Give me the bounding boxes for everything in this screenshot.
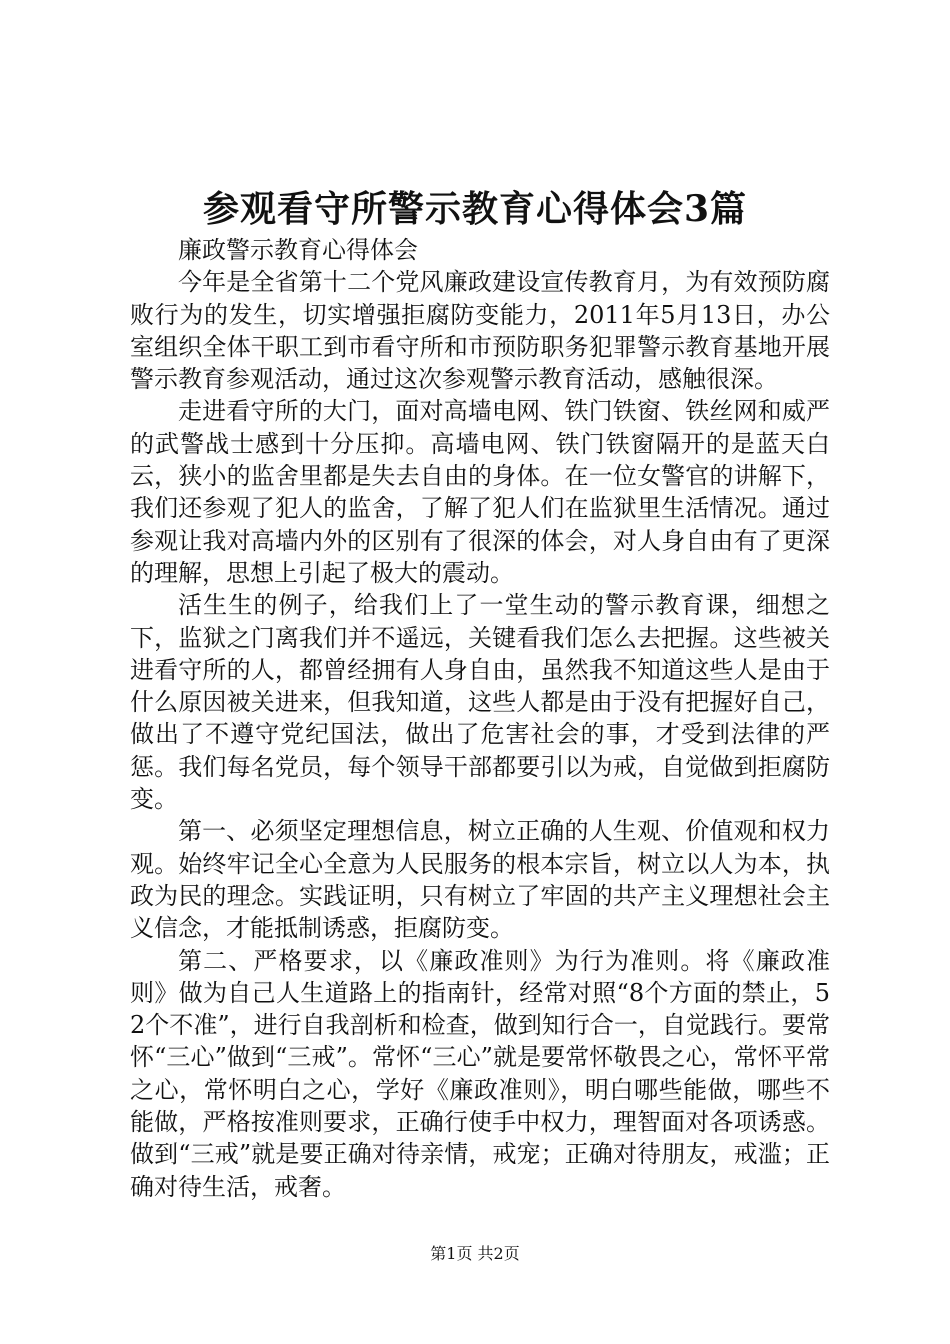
document-title: 参观看守所警示教育心得体会3篇 xyxy=(202,188,748,230)
page-number-footer: 第1页 共2页 xyxy=(430,1244,520,1263)
paragraph-lesson: 活生生的例子，给我们上了一堂生动的警示教育课，细想之下，监狱之门离我们并不遥远，关键看我们怎么去把握。这些被关进看守所的人，都曾经拥有人身自由，虽然我不知道这些人是由于什么原因被关进来，但我知道，这些人都是由于没有把握好自己，做出了不遵守党纪国法，做出了危害社会的事，才受到法律的严惩。我们每名党员，每个领导干部都要引以为戒，自觉做到拒腐防变。 xyxy=(130,591,830,814)
paragraph-visit: 走进看守所的大门，面对高墙电网、铁门铁窗、铁丝网和威严的武警战士感到十分压抑。高墙电网、铁门铁窗隔开的是蓝天白云，狭小的监舍里都是失去自由的身体。在一位女警官的讲解下，我们还参观了犯人的监舍，了解了犯人们在监狱里生活情况。通过参观让我对高墙内外的区别有了很深的体会，对人身自由有了更深的理解，思想上引起了极大的震动。 xyxy=(130,397,830,587)
paragraph-point-two: 第二、严格要求，以《廉政准则》为行为准则。将《廉政准则》做为自己人生道路上的指南针，经常对照“8个方面的禁止，52个不准”，进行自我剖析和检查，做到知行合一，自觉践行。要常怀“三心”做到“三戒”。常怀“三心”就是要常怀敬畏之心，常怀平常之心，常怀明白之心，学好《廉政准则》，明白哪些能做，哪些不能做，严格按准则要求，正确行使手中权力，理智面对各项诱惑。做到“三戒”就是要正确对待亲情，戒宠；正确对待朋友，戒滥；正确对待生活，戒奢。 xyxy=(130,946,830,1201)
document-body xyxy=(130,234,830,1203)
paragraph-point-one: 第一、必须坚定理想信息，树立正确的人生观、价值观和权力观。始终牢记全心全意为人民服务的根本宗旨，树立以人为本，执政为民的理念。实践证明，只有树立了牢固的共产主义理想社会主义信念，才能抵制诱惑，拒腐防变。 xyxy=(130,817,830,943)
document-subtitle: 廉政警示教育心得体会 xyxy=(178,236,418,264)
paragraph-intro: 今年是全省第十二个党风廉政建设宣传教育月，为有效预防腐败行为的发生，切实增强拒腐防变能力，2011年5月13日，办公室组织全体干职工到市看守所和市预防职务犯罪警示教育基地开展警示教育参观活动，通过这次参观警示教育活动，感触很深。 xyxy=(130,268,830,394)
